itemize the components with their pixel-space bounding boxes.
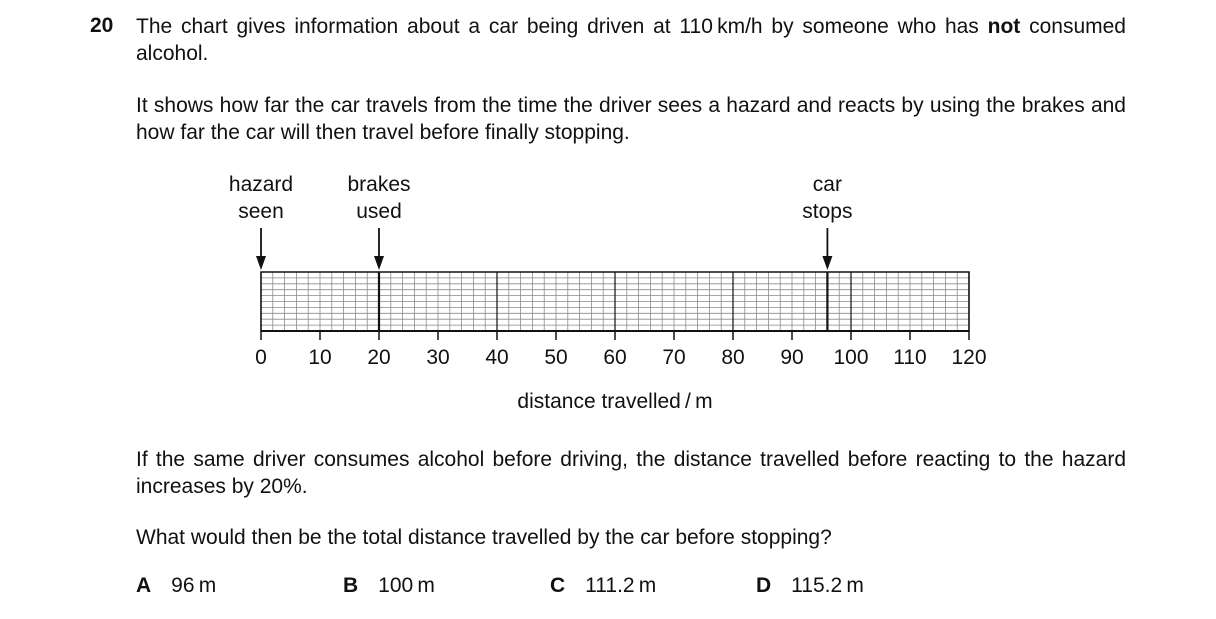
x-tick-label: 50 (544, 346, 568, 369)
option-letter: A (136, 574, 152, 597)
x-tick-label: 110 (893, 346, 927, 369)
option-d[interactable] (756, 574, 864, 598)
option-value: 111.2 m (585, 574, 657, 597)
x-tick-label: 60 (603, 346, 627, 369)
option-value: 115.2 m (791, 574, 864, 597)
x-tick-label: 90 (780, 346, 804, 369)
marker-label-line2: stops (802, 200, 853, 223)
option-value: 100 m (378, 574, 435, 597)
option-b[interactable] (343, 574, 435, 598)
x-tick-label: 100 (833, 346, 869, 369)
marker-label-line1: car (812, 173, 842, 196)
question-number: 20 (90, 14, 114, 37)
down-arrow-icon (256, 256, 266, 270)
option-value: 96 m (171, 574, 217, 597)
marker-label-line1: hazard (228, 173, 294, 196)
intro-text-start: The chart gives information about a car being driven at 110 km/h by someone who has (136, 15, 988, 38)
intro-text-end: consumed alcohol. (136, 15, 1126, 65)
marker-label-line2: used (356, 200, 402, 223)
x-tick-label: 40 (485, 346, 509, 369)
x-tick-label: 30 (426, 346, 450, 369)
option-letter: D (756, 574, 772, 597)
option-c[interactable] (550, 574, 656, 598)
question-paragraph-2: It shows how far the car travels from the time the driver sees a hazard and reacts by using the brakes and how far the car will then travel before finally stopping. (136, 94, 1126, 144)
option-letter: C (550, 574, 566, 597)
marker-label-line2: seen (238, 200, 284, 223)
question-prompt: What would then be the total distance travelled by the car before stopping? (136, 526, 832, 549)
question-paragraph-3: If the same driver consumes alcohol before driving, the distance travelled before reacting to the hazard increases by 20%. (136, 448, 1126, 498)
x-tick-label: 20 (367, 346, 391, 369)
option-letter: B (343, 574, 359, 597)
down-arrow-icon (374, 256, 384, 270)
answer-options (0, 574, 1216, 604)
x-tick-label: 120 (951, 346, 987, 369)
x-tick-label: 70 (662, 346, 686, 369)
x-tick-label: 0 (255, 346, 267, 369)
marker-label-line1: brakes (347, 173, 411, 196)
x-tick-label: 10 (308, 346, 332, 369)
intro-emphasis: not (987, 15, 1021, 38)
option-a[interactable] (136, 574, 216, 598)
x-tick-label: 80 (721, 346, 745, 369)
x-axis-title: distance travelled / m (517, 390, 713, 413)
down-arrow-icon (822, 256, 832, 270)
